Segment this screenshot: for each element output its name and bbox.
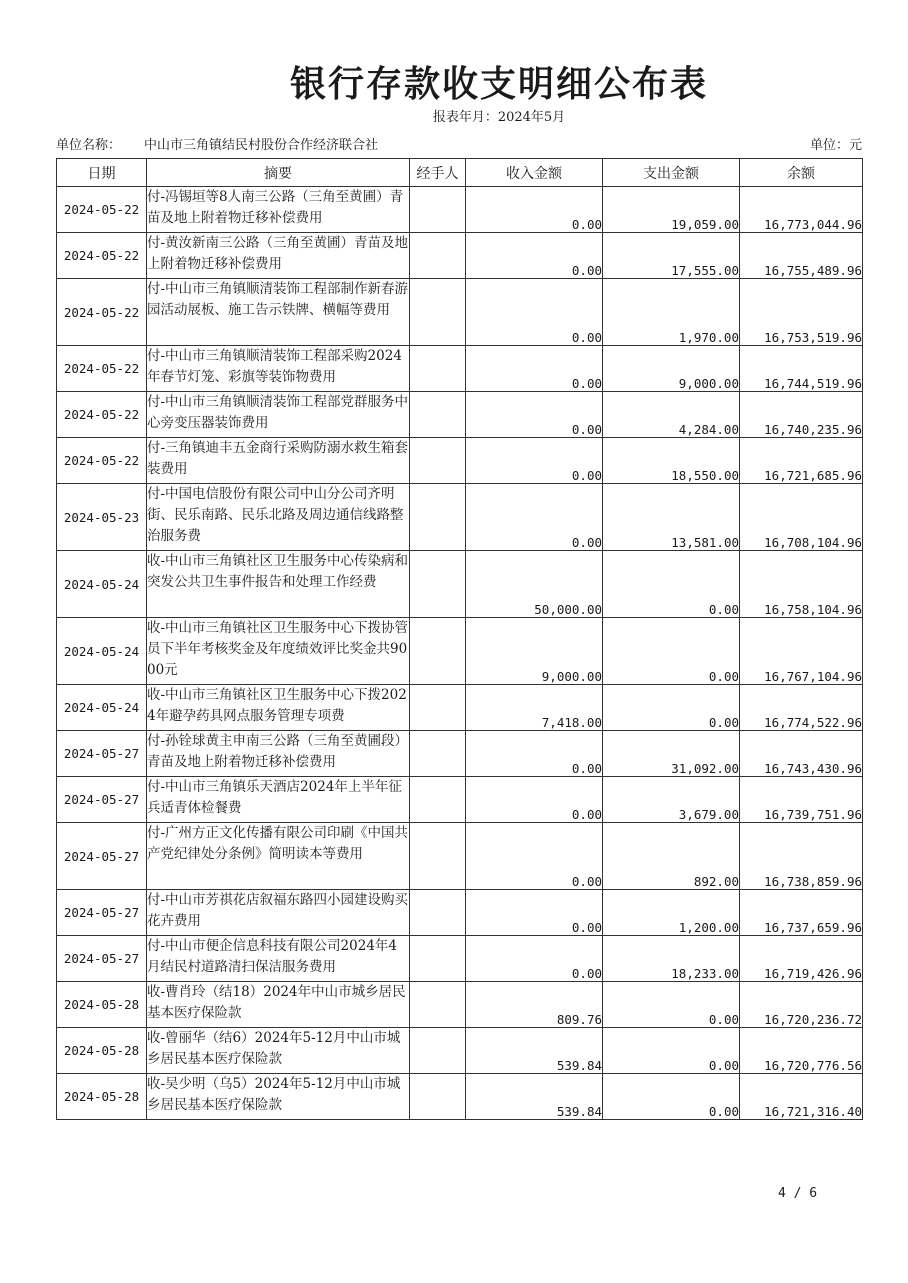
date-cell: 2024-05-24 — [57, 685, 147, 731]
expense-cell: 0.00 — [603, 982, 740, 1028]
summary-cell: 付-中山市便企信息科技有限公司2024年4月结民村道路清扫保洁服务费用 — [147, 936, 410, 982]
balance-cell: 16,708,104.96 — [740, 484, 863, 551]
balance-cell: 16,721,316.40 — [740, 1074, 863, 1120]
summary-cell: 付-中山市芳祺花店叙福东路四小园建设购买花卉费用 — [147, 890, 410, 936]
balance-cell: 16,743,430.96 — [740, 731, 863, 777]
handler-cell — [410, 618, 466, 685]
handler-cell — [410, 279, 466, 346]
handler-cell — [410, 823, 466, 890]
summary-cell: 收-中山市三角镇社区卫生服务中心下拨2024年避孕药具网点服务管理专项费 — [147, 685, 410, 731]
summary-cell: 付-中山市三角镇顺清装饰工程部制作新春游园活动展板、施工告示铁牌、横幅等费用 — [147, 279, 410, 346]
expense-cell: 17,555.00 — [603, 233, 740, 279]
table-row — [57, 187, 863, 233]
summary-cell: 收-曾丽华（结6）2024年5-12月中山市城乡居民基本医疗保险款 — [147, 1028, 410, 1074]
table-row — [57, 1074, 863, 1120]
summary-cell: 收-中山市三角镇社区卫生服务中心下拨协管员下半年考核奖金及年度绩效评比奖金共9000元 — [147, 618, 410, 685]
expense-cell: 19,059.00 — [603, 187, 740, 233]
summary-cell: 付-黄汝新南三公路（三角至黄圃）青苗及地上附着物迁移补偿费用 — [147, 233, 410, 279]
handler-cell — [410, 982, 466, 1028]
expense-cell: 3,679.00 — [603, 777, 740, 823]
balance-cell: 16,755,489.96 — [740, 233, 863, 279]
ledger-table — [56, 158, 863, 1120]
handler-cell — [410, 890, 466, 936]
handler-cell — [410, 233, 466, 279]
balance-cell: 16,720,236.72 — [740, 982, 863, 1028]
handler-cell — [410, 731, 466, 777]
income-cell: 0.00 — [466, 823, 603, 890]
date-cell: 2024-05-27 — [57, 890, 147, 936]
balance-cell: 16,740,235.96 — [740, 392, 863, 438]
handler-cell — [410, 1074, 466, 1120]
expense-cell: 4,284.00 — [603, 392, 740, 438]
expense-cell: 0.00 — [603, 551, 740, 618]
header-balance: 余额 — [740, 159, 863, 187]
income-cell: 0.00 — [466, 936, 603, 982]
unit-label: 单位：元 — [809, 138, 862, 153]
income-cell: 0.00 — [466, 731, 603, 777]
income-cell: 539.84 — [466, 1028, 603, 1074]
header-expense: 支出金额 — [603, 159, 740, 187]
date-cell: 2024-05-22 — [57, 392, 147, 438]
table-row — [57, 777, 863, 823]
table-row — [57, 731, 863, 777]
summary-cell: 收-吴少明（乌5）2024年5-12月中山市城乡居民基本医疗保险款 — [147, 1074, 410, 1120]
balance-cell: 16,721,685.96 — [740, 438, 863, 484]
handler-cell — [410, 551, 466, 618]
date-cell: 2024-05-22 — [57, 279, 147, 346]
header-handler: 经手人 — [410, 159, 466, 187]
handler-cell — [410, 438, 466, 484]
table-row — [57, 346, 863, 392]
ledger-body — [57, 187, 863, 1120]
expense-cell: 13,581.00 — [603, 484, 740, 551]
income-cell: 0.00 — [466, 777, 603, 823]
date-cell: 2024-05-22 — [57, 346, 147, 392]
balance-cell: 16,767,104.96 — [740, 618, 863, 685]
income-cell: 50,000.00 — [466, 551, 603, 618]
balance-cell: 16,739,751.96 — [740, 777, 863, 823]
expense-cell: 0.00 — [603, 685, 740, 731]
balance-cell: 16,737,659.96 — [740, 890, 863, 936]
table-row — [57, 438, 863, 484]
balance-cell: 16,753,519.96 — [740, 279, 863, 346]
org-label: 单位名称： — [56, 138, 122, 153]
date-cell: 2024-05-24 — [57, 618, 147, 685]
expense-cell: 31,092.00 — [603, 731, 740, 777]
expense-cell: 9,000.00 — [603, 346, 740, 392]
handler-cell — [410, 777, 466, 823]
date-cell: 2024-05-27 — [57, 823, 147, 890]
income-cell: 0.00 — [466, 890, 603, 936]
expense-cell: 892.00 — [603, 823, 740, 890]
summary-cell: 付-广州方正文化传播有限公司印刷《中国共产党纪律处分条例》简明读本等费用 — [147, 823, 410, 890]
handler-cell — [410, 1028, 466, 1074]
report-period: 报表年月：2024年5月 — [432, 110, 566, 125]
handler-cell — [410, 936, 466, 982]
expense-cell: 18,550.00 — [603, 438, 740, 484]
summary-cell: 付-中山市三角镇顺清装饰工程部采购2024年春节灯笼、彩旗等装饰物费用 — [147, 346, 410, 392]
table-row — [57, 823, 863, 890]
date-cell: 2024-05-27 — [57, 731, 147, 777]
date-cell: 2024-05-28 — [57, 982, 147, 1028]
date-cell: 2024-05-27 — [57, 777, 147, 823]
summary-cell: 收-中山市三角镇社区卫生服务中心传染病和突发公共卫生事件报告和处理工作经费 — [147, 551, 410, 618]
expense-cell: 0.00 — [603, 1074, 740, 1120]
balance-cell: 16,758,104.96 — [740, 551, 863, 618]
header-date: 日期 — [57, 159, 147, 187]
handler-cell — [410, 484, 466, 551]
income-cell: 0.00 — [466, 392, 603, 438]
balance-cell: 16,720,776.56 — [740, 1028, 863, 1074]
balance-cell: 16,774,522.96 — [740, 685, 863, 731]
income-cell: 809.76 — [466, 982, 603, 1028]
handler-cell — [410, 346, 466, 392]
date-cell: 2024-05-22 — [57, 233, 147, 279]
table-row — [57, 551, 863, 618]
expense-cell: 1,200.00 — [603, 890, 740, 936]
income-cell: 0.00 — [466, 187, 603, 233]
org-name: 中山市三角镇结民村股份合作经济联合社 — [144, 138, 379, 153]
expense-cell: 0.00 — [603, 618, 740, 685]
income-cell: 9,000.00 — [466, 618, 603, 685]
balance-cell: 16,719,426.96 — [740, 936, 863, 982]
date-cell: 2024-05-28 — [57, 1074, 147, 1120]
page-number: 4 / 6 — [778, 1186, 818, 1201]
balance-cell: 16,744,519.96 — [740, 346, 863, 392]
table-row — [57, 392, 863, 438]
table-row — [57, 618, 863, 685]
income-cell: 0.00 — [466, 484, 603, 551]
date-cell: 2024-05-27 — [57, 936, 147, 982]
header-income: 收入金额 — [466, 159, 603, 187]
summary-cell: 付-冯锡垣等8人南三公路（三角至黄圃）青苗及地上附着物迁移补偿费用 — [147, 187, 410, 233]
income-cell: 0.00 — [466, 438, 603, 484]
summary-cell: 付-中山市三角镇顺清装饰工程部党群服务中心旁变压器装饰费用 — [147, 392, 410, 438]
income-cell: 0.00 — [466, 233, 603, 279]
handler-cell — [410, 392, 466, 438]
table-header-row — [57, 159, 863, 187]
income-cell: 0.00 — [466, 279, 603, 346]
income-cell: 7,418.00 — [466, 685, 603, 731]
income-cell: 539.84 — [466, 1074, 603, 1120]
table-row — [57, 685, 863, 731]
table-row — [57, 279, 863, 346]
summary-cell: 收-曹肖玲（结18）2024年中山市城乡居民基本医疗保险款 — [147, 982, 410, 1028]
header-summary: 摘要 — [147, 159, 410, 187]
table-row — [57, 484, 863, 551]
income-cell: 0.00 — [466, 346, 603, 392]
table-row — [57, 890, 863, 936]
date-cell: 2024-05-22 — [57, 438, 147, 484]
date-cell: 2024-05-22 — [57, 187, 147, 233]
balance-cell: 16,738,859.96 — [740, 823, 863, 890]
summary-cell: 付-中山市三角镇乐天酒店2024年上半年征兵适青体检餐费 — [147, 777, 410, 823]
expense-cell: 18,233.00 — [603, 936, 740, 982]
summary-cell: 付-三角镇迪丰五金商行采购防溺水救生箱套装费用 — [147, 438, 410, 484]
summary-cell: 付-中国电信股份有限公司中山分公司齐明街、民乐南路、民乐北路及周边通信线路整治服务费 — [147, 484, 410, 551]
expense-cell: 0.00 — [603, 1028, 740, 1074]
table-row — [57, 982, 863, 1028]
balance-cell: 16,773,044.96 — [740, 187, 863, 233]
date-cell: 2024-05-23 — [57, 484, 147, 551]
handler-cell — [410, 685, 466, 731]
date-cell: 2024-05-28 — [57, 1028, 147, 1074]
table-row — [57, 1028, 863, 1074]
summary-cell: 付-孙铨球黄主申南三公路（三角至黄圃段）青苗及地上附着物迁移补偿费用 — [147, 731, 410, 777]
expense-cell: 1,970.00 — [603, 279, 740, 346]
handler-cell — [410, 187, 466, 233]
table-row — [57, 936, 863, 982]
report-title: 银行存款收支明细公布表 — [289, 64, 708, 105]
table-row — [57, 233, 863, 279]
date-cell: 2024-05-24 — [57, 551, 147, 618]
